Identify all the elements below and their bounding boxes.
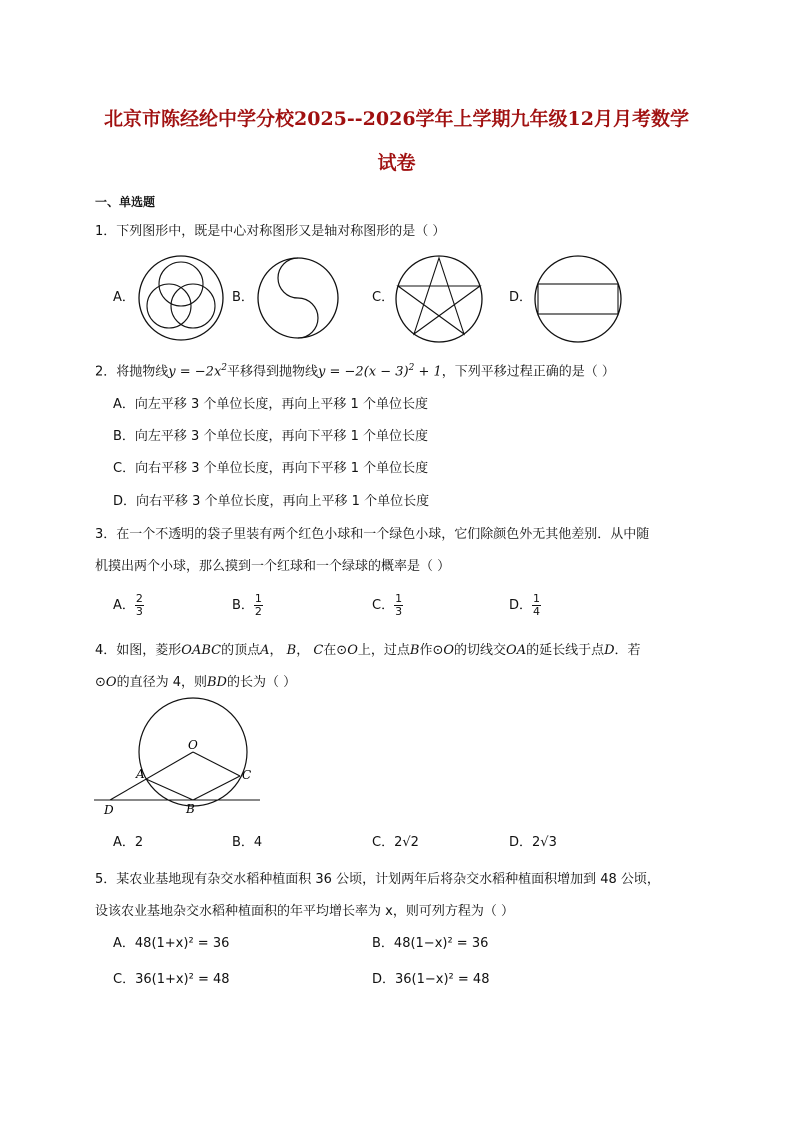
q4-text: 的延长线于点 — [526, 643, 605, 658]
q4-text: 作⊙ — [419, 643, 444, 658]
q2-eq1: y = −2x — [168, 364, 222, 380]
q2-option-c: C．向右平移 3 个单位长度，再向下平移 1 个单位长度 — [113, 461, 429, 476]
q2-option-d: D．向右平移 3 个单位长度，再向上平移 1 个单位长度 — [113, 494, 430, 509]
q4-option-d — [509, 834, 557, 852]
q4-math: O — [443, 643, 455, 658]
question-2-stem — [95, 358, 615, 382]
q4-figure — [90, 700, 270, 825]
q1-option-d-label: D． — [509, 290, 533, 305]
page-title-line2: 试卷 — [377, 152, 416, 174]
q4-math: B — [286, 643, 297, 658]
q3-option-b — [232, 593, 263, 618]
q4-option-d-label: D． — [509, 835, 533, 850]
q4-text: 的顶点 — [221, 643, 261, 658]
q4-math: OA — [506, 643, 527, 658]
q5-option-c-value: 36(1+x)² = 48 — [135, 972, 230, 987]
fraction-numerator: 1 — [395, 592, 403, 605]
q5-option-c-label: C． — [113, 972, 136, 987]
q3-option-d-fraction — [532, 593, 541, 618]
q2-eq2-sup: 2 — [408, 363, 415, 373]
q4-option-a-value: 2 — [134, 835, 144, 850]
q5-option-a-value: 48(1+x)² = 36 — [134, 936, 230, 951]
q5-option-a — [113, 935, 229, 953]
fraction-numerator: 2 — [135, 592, 143, 605]
q4-option-b — [232, 834, 262, 852]
question-1-stem: 1．下列图形中，既是中心对称图形又是轴对称图形的是（ ） — [95, 224, 446, 239]
q4-option-c — [372, 834, 419, 852]
q4-text: ⊙ — [95, 675, 106, 690]
q4-text: 的切线交 — [454, 643, 507, 658]
q4-math: A — [260, 643, 270, 658]
question-4-line1: 4．如图，菱形OABC的顶点A， B， C在⊙O上，过点B作⊙O的切线交OA的延长线于点D．若 — [95, 643, 641, 658]
figure-label-b: B — [186, 802, 195, 816]
q4-math: BD — [206, 675, 227, 690]
q3-option-a — [113, 593, 144, 618]
question-5-line1: 5．某农业基地现有杂交水稻种植面积 36 公顷，计划两年后将杂交水稻种植面积增加到 48 公顷， — [95, 872, 660, 887]
q3-option-b-label: B． — [232, 598, 254, 613]
q5-option-c — [113, 971, 230, 989]
q4-math: O — [347, 643, 358, 658]
q4-math: OABC — [181, 643, 222, 658]
q2-eq2-tail: + 1 — [414, 364, 442, 380]
q4-text: 上，过点 — [357, 643, 410, 658]
q4-math: C — [313, 643, 324, 658]
q5-option-b-label: B． — [372, 936, 394, 951]
q2-stem-a: 2．将抛物线 — [95, 364, 169, 380]
figure-label-c: C — [242, 768, 252, 782]
figure-label-d: D — [104, 803, 114, 817]
q5-option-d — [372, 971, 489, 989]
q4-option-b-label: B． — [232, 835, 254, 850]
q4-text: 4．如图，菱形 — [95, 643, 182, 658]
q4-option-c-value: 2√2 — [394, 835, 419, 850]
q1-figure-d — [533, 254, 623, 344]
q5-option-a-label: A． — [113, 936, 135, 951]
q2-option-b: B．向左平移 3 个单位长度，再向下平移 1 个单位长度 — [113, 429, 428, 444]
q3-option-a-label: A． — [113, 598, 135, 613]
question-3-line2: 机摸出两个小球，那么摸到一个红球和一个绿球的概率是（ ） — [95, 559, 451, 574]
q5-option-d-label: D． — [372, 972, 396, 987]
q1-figure-b — [256, 256, 340, 340]
fraction-numerator: 1 — [254, 592, 262, 605]
q4-option-b-value: 4 — [253, 835, 263, 850]
q3-option-d-label: D． — [509, 598, 533, 613]
q2-stem-b: 平移得到抛物线 — [227, 364, 319, 380]
q3-option-c-fraction — [394, 593, 403, 618]
q1-figure-a — [137, 254, 225, 342]
fraction-denominator: 4 — [533, 605, 541, 618]
q4-text: 的长为（ ） — [226, 675, 297, 690]
question-4-line2 — [95, 673, 296, 693]
q4-text: 在⊙ — [323, 643, 348, 658]
q1-option-a-label: A． — [113, 290, 135, 305]
q5-option-b-value: 48(1−x)² = 36 — [393, 936, 489, 951]
q3-option-d — [509, 593, 541, 618]
q4-text: ．若 — [614, 643, 641, 658]
fraction-numerator: 1 — [533, 592, 541, 605]
q1-option-b-label: B． — [232, 290, 254, 305]
q4-option-d-value: 2√3 — [532, 835, 557, 850]
q5-option-b — [372, 935, 488, 953]
fraction-denominator: 3 — [135, 605, 143, 618]
q4-math: D — [604, 643, 615, 658]
q3-option-b-fraction — [254, 593, 263, 618]
q4-math: B — [409, 643, 420, 658]
question-5-line2: 设该农业基地杂交水稻种植面积的年平均增长率为 x，则可列方程为（ ） — [95, 904, 514, 919]
section-heading: 一、单选题 — [95, 195, 156, 209]
q2-stem-c: ，下列平移过程正确的是（ ） — [441, 364, 615, 380]
q3-option-c-label: C． — [372, 598, 395, 613]
q1-figure-c — [394, 254, 484, 344]
figure-label-o: O — [188, 738, 198, 752]
figure-label-a: A — [136, 767, 145, 781]
q4-math: O — [105, 675, 117, 690]
fraction-denominator: 2 — [254, 605, 262, 618]
q2-eq1-sup: 2 — [221, 363, 228, 373]
q2-option-a: A．向左平移 3 个单位长度，再向上平移 1 个单位长度 — [113, 397, 428, 412]
question-3-line1: 3．在一个不透明的袋子里装有两个红色小球和一个绿色小球，它们除颜色外无其他差别．从中随 — [95, 527, 650, 542]
q5-option-d-value: 36(1−x)² = 48 — [395, 972, 490, 987]
q2-eq2: y = −2(x − 3) — [318, 364, 409, 380]
fraction-denominator: 3 — [395, 605, 403, 618]
q4-option-c-label: C． — [372, 835, 395, 850]
q4-option-a — [113, 834, 143, 852]
page-title: 北京市陈经纶中学分校2025--2026学年上学期九年级12月月考数学 — [104, 108, 689, 130]
q4-option-a-label: A． — [113, 835, 135, 850]
q3-option-a-fraction — [135, 593, 144, 618]
q1-option-c-label: C． — [372, 290, 395, 305]
q3-option-c — [372, 593, 403, 618]
q4-text: 的直径为 4，则 — [116, 675, 207, 690]
